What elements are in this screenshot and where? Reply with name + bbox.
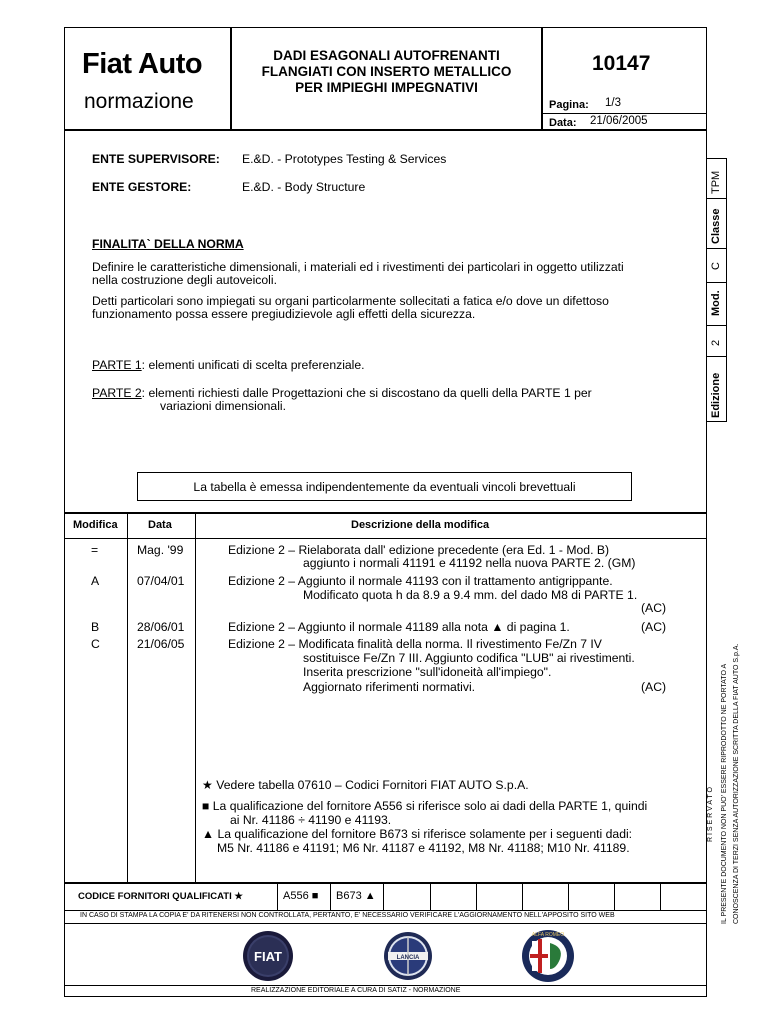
table-row-desc: Inserita prescrizione "sull'idoneità all'impiego".	[303, 665, 552, 679]
table-row-mod: A	[91, 574, 100, 588]
brand-subtitle: normazione	[84, 90, 194, 113]
note-square: ■ La qualificazione del fornitore A556 si riferisce solo ai dadi della PARTE 1, quindi	[202, 799, 648, 813]
supplier-cell-divider	[568, 882, 569, 910]
supplier-cell-divider	[476, 882, 477, 910]
table-row-tag: (AC)	[641, 601, 667, 615]
header-sub-line	[541, 113, 707, 114]
table-row-date: 07/04/01	[137, 574, 185, 588]
table-row-date: Mag. '99	[137, 543, 184, 557]
finalita-heading: FINALITA` DELLA NORMA	[92, 237, 244, 251]
editorial-credit: REALIZZAZIONE EDITORIALE A CURA DI SATIZ - NORMAZIONE	[251, 987, 461, 994]
note-triangle-cont: M5 Nr. 41186 e 41191; M6 Nr. 41187 e 41192, M8 Nr. 41188; M10 Nr. 41189.	[217, 841, 630, 855]
note-triangle: ▲ La qualificazione del fornitore B673 si riferisce solamente per i seguenti dadi:	[202, 827, 633, 841]
brand-logo: Fiat Auto	[82, 48, 203, 80]
table-col-divider	[127, 512, 128, 882]
tab-divider	[707, 282, 727, 283]
supplier-code: A556 ■	[283, 890, 319, 902]
table-col-divider	[195, 512, 196, 882]
table-row-desc: Modificato quota h da 8.9 a 9.4 mm. del dado M8 di PARTE 1.	[303, 588, 638, 602]
tab-divider	[707, 248, 727, 249]
parte2-text: : elementi richiesti dalle Progettazioni che si discostano da quelli della PARTE 1 per	[141, 386, 592, 400]
note-square-cont: ai Nr. 41186 ÷ 41190 e 41193.	[230, 813, 392, 827]
col-header-modifica: Modifica	[73, 519, 118, 531]
supplier-cell-divider	[330, 882, 331, 910]
parte2-line	[92, 386, 592, 400]
date-value: 21/06/2005	[590, 115, 648, 127]
lancia-logo	[380, 930, 436, 982]
lancia-logo-text: LANCIA	[396, 955, 420, 961]
parte1-line	[92, 358, 365, 372]
tab-mod-label: Mod.	[710, 290, 722, 316]
tab-edizione-label: Edizione	[710, 372, 722, 418]
table-row-mod: B	[91, 620, 100, 634]
page-label: Pagina:	[549, 99, 589, 111]
table-header-line	[64, 538, 707, 539]
ente-supervisore-label: ENTE SUPERVISORE:	[92, 152, 220, 166]
reserved-notice-line2: CONOSCENZA DI TERZI SENZA AUTORIZZAZIONE SCRITTA DELLA FIAT AUTO S.p.A.	[733, 643, 740, 924]
tab-divider	[707, 356, 727, 357]
supplier-cell-divider	[660, 882, 661, 910]
notice-text: La tabella è emessa indipendentemente da eventuali vincoli brevettuali	[193, 479, 576, 494]
supplier-cell-divider	[614, 882, 615, 910]
note-star: ★ Vedere tabella 07610 – Codici Fornitori FIAT AUTO S.p.A.	[202, 778, 529, 792]
notice-box	[137, 472, 632, 501]
header-divider	[541, 27, 543, 130]
ente-gestore-value: E.&D. - Body Structure	[242, 180, 366, 194]
table-row-tag: (AC)	[641, 620, 667, 634]
supplier-cell-divider	[383, 882, 384, 910]
table-row-date: 21/06/05	[137, 637, 185, 651]
finalita-text: nella costruzione degli autoveicoli.	[92, 273, 277, 287]
table-row-mod: C	[91, 637, 100, 651]
reserved-notice-line1: IL PRESENTE DOCUMENTO NON PUO' ESSERE RIPRODOTTO NE PORTATO A	[721, 663, 728, 924]
tab-divider	[707, 325, 727, 326]
finalita-text: Definire le caratteristiche dimensionali, i materiali ed i rivestimenti dei particolari in oggetto utilizzati	[92, 260, 624, 274]
parte1-text: : elementi unificati di scelta preferenziale.	[141, 358, 365, 372]
title-line: PER IMPIEGHI IMPEGNATIVI	[295, 80, 478, 95]
document-number: 10147	[592, 52, 651, 75]
supplier-cell-divider	[522, 882, 523, 910]
parte2-text-cont: variazioni dimensionali.	[160, 399, 286, 413]
ente-gestore-label: ENTE GESTORE:	[92, 180, 192, 194]
fiat-logo	[240, 930, 296, 982]
parte2-label: PARTE 2	[92, 386, 142, 400]
finalita-text: Detti particolari sono impiegati su organi particolarmente sollecitati a fatica e/o dove un difettoso	[92, 294, 609, 308]
table-row-desc: sostituisce Fe/Zn 7 III. Aggiunto codifica "LUB" ai rivestimenti.	[303, 651, 635, 665]
table-row-desc: Edizione 2 – Aggiunto il normale 41189 alla nota ▲ di pagina 1.	[228, 620, 570, 634]
ente-supervisore-value: E.&D. - Prototypes Testing & Services	[242, 152, 447, 166]
fiat-logo-text: FIAT	[254, 949, 282, 964]
col-header-data: Data	[148, 519, 172, 531]
riservato-text: R I S E R V A T O	[707, 787, 714, 842]
supplier-top-line	[64, 882, 707, 884]
tab-classe-value: C	[710, 262, 722, 270]
table-row-tag: (AC)	[641, 680, 667, 694]
alfa-romeo-logo	[520, 929, 576, 983]
supplier-label: CODICE FORNITORI QUALIFICATI ★	[78, 891, 243, 902]
finalita-text: funzionamento possa essere pregiudizievole agli effetti della sicurezza.	[92, 307, 476, 321]
table-row-desc: Edizione 2 – Modificata finalità della norma. Il rivestimento Fe/Zn 7 IV	[228, 637, 602, 651]
title-line: FLANGIATI CON INSERTO METALLICO	[261, 64, 512, 79]
table-row-mod: =	[91, 543, 99, 557]
table-row-desc: Aggiornato riferimenti normativi.	[303, 680, 476, 694]
title-line: DADI ESAGONALI AUTOFRENANTI	[273, 48, 500, 63]
table-row-date: 28/06/01	[137, 620, 185, 634]
tab-mod-value: 2	[710, 339, 722, 346]
alfa-romeo-logo-text: ALFA ROMEO	[531, 932, 565, 938]
tab-classe-label: Classe	[710, 208, 722, 244]
header-bottom-line	[64, 129, 707, 131]
date-label: Data:	[549, 117, 577, 129]
supplier-cell-divider	[277, 882, 278, 910]
tab-divider	[707, 198, 727, 199]
editorial-line	[64, 985, 707, 986]
tab-tpm: TPM	[710, 170, 722, 194]
table-row-desc: Edizione 2 – Rielaborata dall' edizione precedente (era Ed. 1 - Mod. B)	[228, 543, 610, 557]
document-title	[232, 48, 541, 96]
copy-notice: IN CASO DI STAMPA LA COPIA E' DA RITENERSI NON CONTROLLATA, PERTANTO, E' NECESSARIO VERIFICARE L'AGGIORNAMENTO NELL'APPOSITO SITO WEB	[80, 912, 615, 919]
parte1-label: PARTE 1	[92, 358, 142, 372]
table-row-desc: Edizione 2 – Aggiunto il normale 41193 con il trattamento antigrippante.	[228, 574, 613, 588]
table-row-desc: aggiunto i normali 41191 e 41192 nella nuova PARTE 2. (GM)	[303, 556, 636, 570]
supplier-code: B673 ▲	[336, 890, 376, 902]
table-top-line	[64, 512, 707, 514]
copy-notice-line	[64, 923, 707, 924]
page-value: 1/3	[605, 97, 621, 109]
supplier-bottom-line	[64, 910, 707, 911]
col-header-descrizione: Descrizione della modifica	[351, 519, 490, 531]
supplier-cell-divider	[430, 882, 431, 910]
